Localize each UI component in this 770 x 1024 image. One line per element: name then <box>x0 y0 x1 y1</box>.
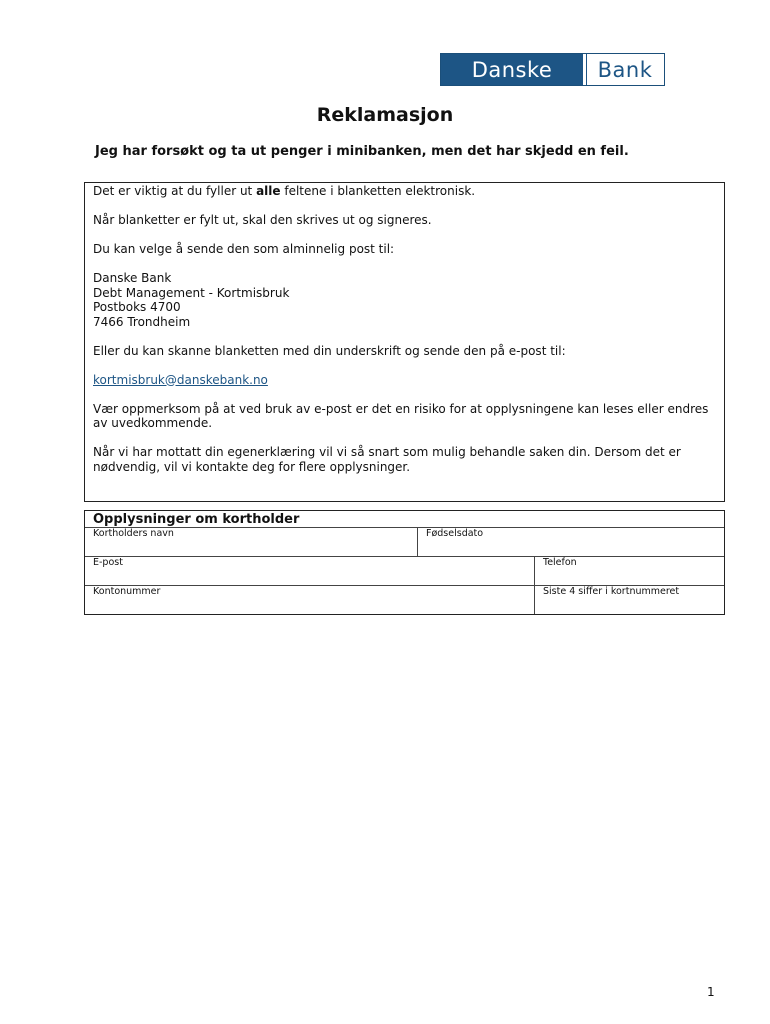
email-risk-note: Vær oppmerksom på at ved bruk av e-post er det en risiko for at opplysningene kan leses eller endres av uvedkommende. <box>93 401 709 430</box>
address-line: Postboks 4700 <box>93 300 181 314</box>
instruction-emphasis: alle <box>256 184 281 198</box>
form-row <box>85 586 724 614</box>
address-line: Danske Bank <box>93 271 172 285</box>
form-row <box>85 557 724 586</box>
cardholder-info-section <box>84 510 725 615</box>
address-line: Debt Management - Kortmisbruk <box>93 285 290 300</box>
logo-danske: Danske <box>441 54 583 85</box>
page-title: Reklamasjon <box>316 104 454 126</box>
field-label: Siste 4 siffer i kortnummeret <box>543 586 680 597</box>
field-label: Kortholders navn <box>93 528 174 539</box>
cardholder-section-title: Opplysninger om kortholder <box>85 511 724 528</box>
address-line: 7466 Trondheim <box>93 314 191 329</box>
instructions-box <box>84 182 725 502</box>
instruction-post: Du kan velge å sende den som alminnelig post til: <box>93 242 395 256</box>
logo-bank: Bank <box>583 54 664 85</box>
phone-field[interactable] <box>534 557 724 585</box>
card-last4-field[interactable] <box>534 586 724 614</box>
field-label: Fødselsdato <box>426 528 484 539</box>
form-row <box>85 528 724 557</box>
processing-note: Når vi har mottatt din egenerklæring vil vi så snart som mulig behandle saken din. Dersom det er nødvendig, vil vi kontakte deg for flere opplysninger. <box>93 445 681 474</box>
page-subtitle: Jeg har forsøkt og ta ut penger i minibanken, men det har skjedd en feil. <box>95 144 629 159</box>
field-label: Telefon <box>543 557 577 568</box>
date-of-birth-field[interactable] <box>417 528 724 556</box>
field-label: Kontonummer <box>93 586 161 597</box>
field-label: E-post <box>93 557 123 568</box>
account-number-field[interactable] <box>85 586 534 614</box>
instruction-print-sign: Når blanketter er fylt ut, skal den skrives ut og signeres. <box>93 213 432 227</box>
postal-address <box>93 271 716 329</box>
instruction-fill-all: Det er viktig at du fyller ut alle feltene i blanketten elektronisk. <box>93 184 476 198</box>
danske-bank-logo <box>440 53 665 86</box>
email-field[interactable] <box>85 557 534 585</box>
email-link[interactable]: kortmisbruk@danskebank.no <box>93 372 268 387</box>
page-number: 1 <box>707 985 715 999</box>
instruction-email: Eller du kan skanne blanketten med din underskrift og sende den på e-post til: <box>93 343 566 358</box>
cardholder-name-field[interactable] <box>85 528 417 556</box>
